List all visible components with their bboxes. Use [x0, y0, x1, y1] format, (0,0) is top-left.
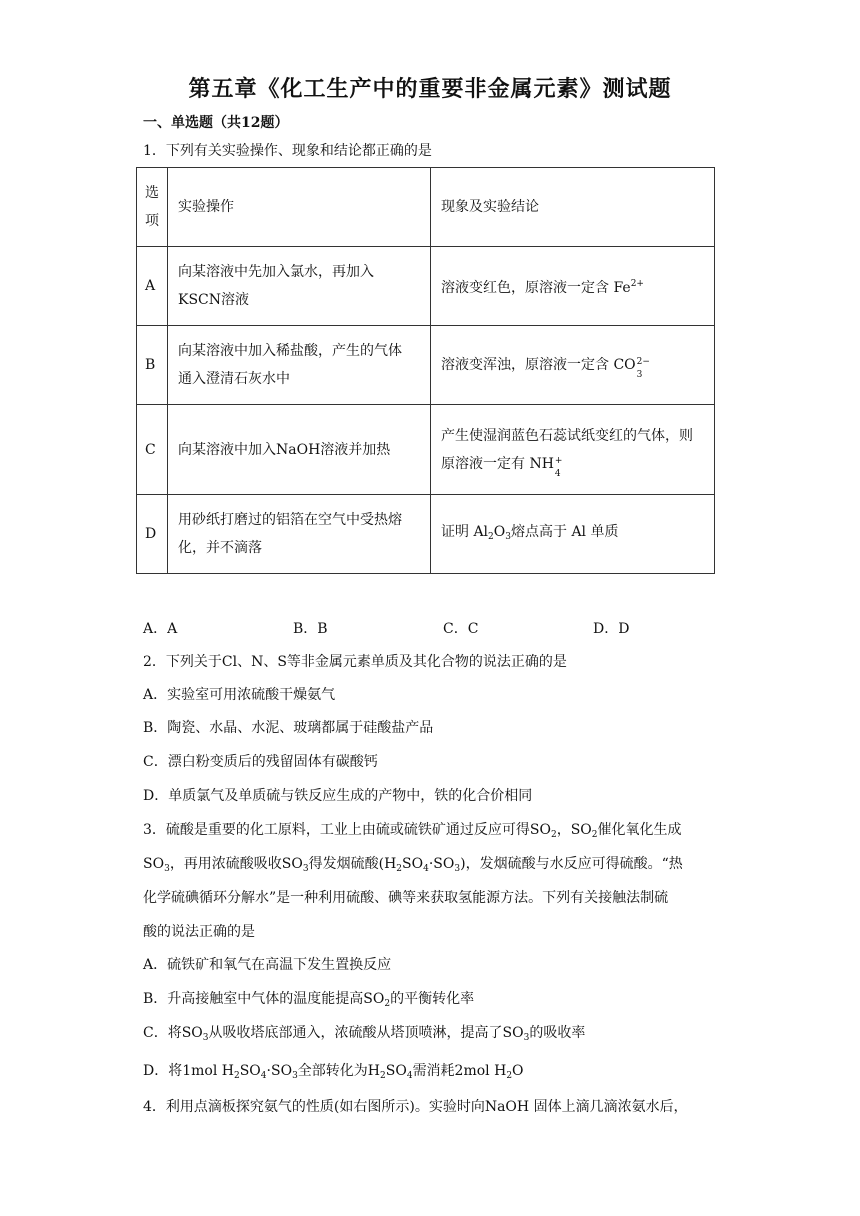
- header-operation: 实验操作: [168, 168, 431, 247]
- row-option: A: [137, 247, 168, 326]
- question-2-option-a[interactable]: A．实验室可用浓硫酸干燥氨气: [143, 687, 336, 703]
- table-row: [137, 326, 715, 405]
- row-result: 产生使湿润蓝色石蕊试纸变红的气体，则 原溶液一定有 NH + 4: [431, 405, 715, 495]
- table-header-row: [137, 168, 715, 247]
- question-2-option-d[interactable]: D．单质氯气及单质硫与铁反应生成的产物中，铁的化合价相同: [143, 788, 533, 804]
- question-2-stem: 2．下列关于Cl、N、S等非金属元素单质及其化合物的说法正确的是: [143, 654, 567, 670]
- section-heading: 一、单选题（共12题）: [143, 115, 289, 131]
- question-4-stem: 4．利用点滴板探究氨气的性质(如右图所示)。实验时向NaOH 固体上滴几滴浓氨水后，: [143, 1099, 688, 1115]
- row-option: B: [137, 326, 168, 405]
- row-option: D: [137, 495, 168, 574]
- question-3-option-c[interactable]: C．将$SO_3$从吸收塔底部通入，浓硫酸从塔顶喷淋，提高了$SO_3$的吸收率: [143, 1025, 586, 1043]
- choice-c[interactable]: C．C: [443, 621, 479, 637]
- row-result: 证明 $Al_2O_3$熔点高于 Al 单质: [431, 495, 715, 574]
- row-result: 溶液变红色，原溶液一定含 $Fe^{2+}$: [431, 247, 715, 326]
- question-3-stem-line2: $SO_3$，再用浓硫酸吸收$SO_3$得发烟硫酸$(H_2SO_4\cdot SO_3)$，发烟硫酸与水反应可得硫酸。“热: [143, 856, 683, 874]
- row-operation: 用砂纸打磨过的铝箔在空气中受热熔 化，并不滴落: [168, 495, 431, 574]
- page-title: 第五章《化工生产中的重要非金属元素》测试题: [188, 76, 672, 102]
- choice-d[interactable]: D．D: [593, 621, 630, 637]
- choice-b[interactable]: B．B: [293, 621, 328, 637]
- question-1-stem: 1．下列有关实验操作、现象和结论都正确的是: [143, 143, 432, 159]
- row-result: 溶液变浑浊，原溶液一定含 CO 2− 3: [431, 326, 715, 405]
- question-3-stem-line1: 3．硫酸是重要的化工原料，工业上由硫或硫铁矿通过反应可得$SO_2$，$SO_2$催化氧化生成: [143, 822, 682, 840]
- question-1-table: [136, 167, 715, 574]
- question-3-option-d[interactable]: D．将1mol $H_2SO_4\cdot SO_3$全部转化为$H_2SO_4$需消耗2mol $H_2O$: [143, 1063, 524, 1081]
- question-2-option-c[interactable]: C．漂白粉变质后的残留固体有碳酸钙: [143, 754, 378, 770]
- row-operation: 向某溶液中先加入氯水，再加入 KSCN溶液: [168, 247, 431, 326]
- row-operation: 向某溶液中加入稀盐酸，产生的气体 通入澄清石灰水中: [168, 326, 431, 405]
- row-option: C: [137, 405, 168, 495]
- row-operation: 向某溶液中加入NaOH溶液并加热: [168, 405, 431, 495]
- question-3-stem-line4: 酸的说法正确的是: [143, 924, 255, 940]
- header-option: 选 项: [137, 168, 168, 247]
- header-result: 现象及实验结论: [431, 168, 715, 247]
- question-3-option-a[interactable]: A．硫铁矿和氧气在高温下发生置换反应: [143, 957, 392, 973]
- table-row: [137, 247, 715, 326]
- choice-a[interactable]: A．A: [143, 621, 178, 637]
- question-2-option-b[interactable]: B．陶瓷、水晶、水泥、玻璃都属于硅酸盐产品: [143, 720, 434, 736]
- table-row: [137, 495, 715, 574]
- question-3-option-b[interactable]: B．升高接触室中气体的温度能提高$SO_2$的平衡转化率: [143, 991, 475, 1009]
- question-3-stem-line3: 化学硫碘循环分解水”是一种利用硫酸、碘等来获取氢能源方法。下列有关接触法制硫: [143, 890, 669, 906]
- table-row: [137, 405, 715, 495]
- question-1-choices: [143, 622, 743, 636]
